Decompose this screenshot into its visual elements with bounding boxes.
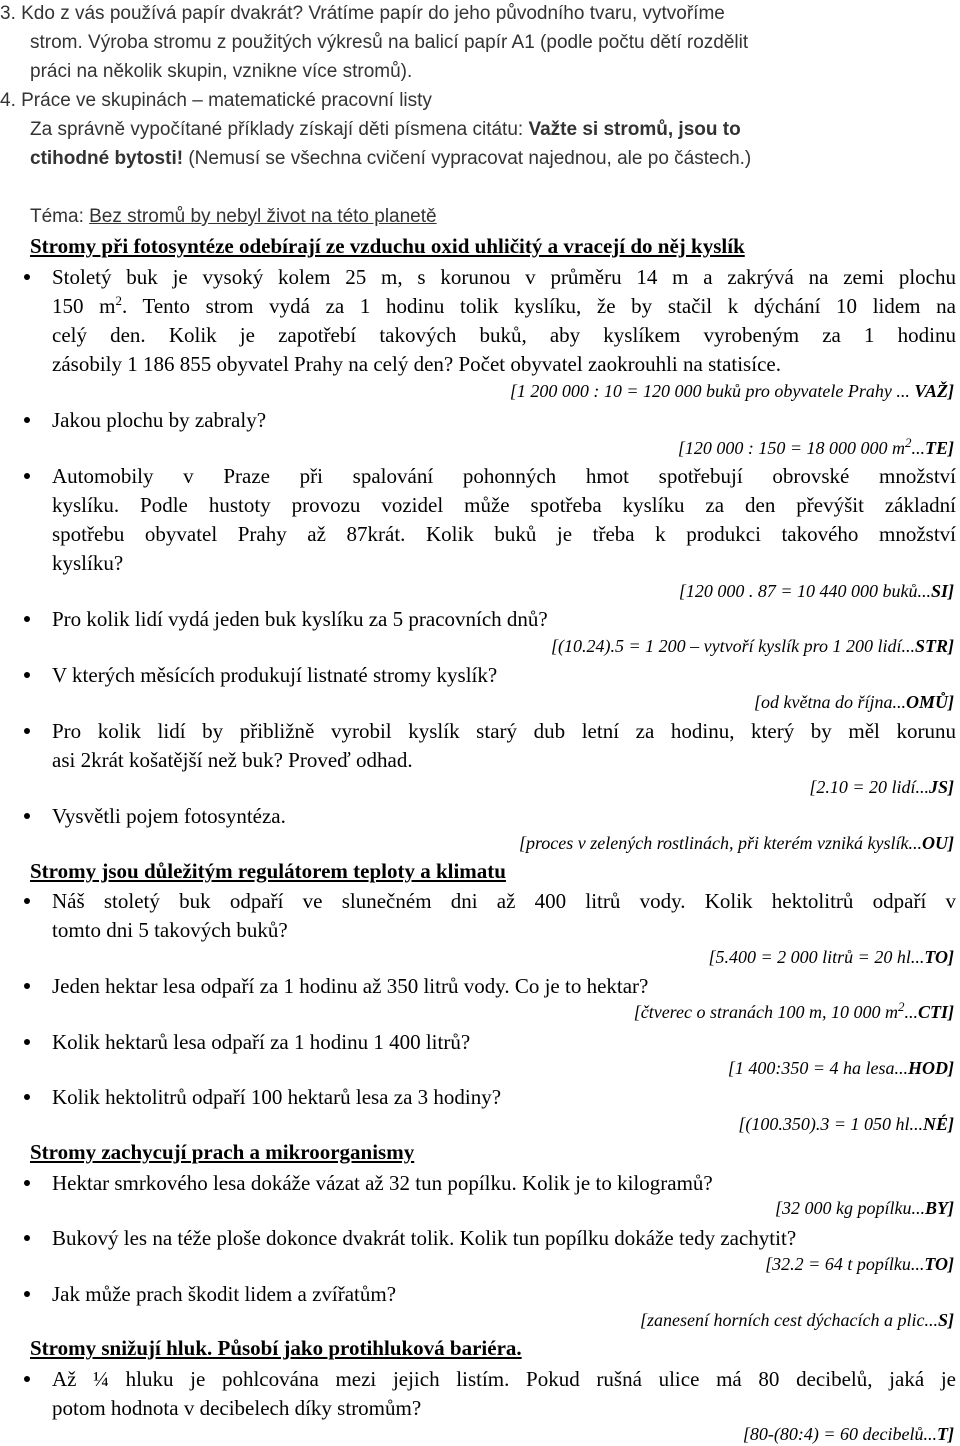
answer-3-text: [120 000 . 87 = 10 440 000 buků...: [678, 581, 931, 601]
answer-13-text: [32.2 = 64 t popílku...: [765, 1254, 925, 1274]
answer-10: [728, 1057, 954, 1079]
q15-line-1: Až ¼ hluku je pohlcována mezi jejich listím. Pokud rušná ulice má 80 decibelů, jaká je: [52, 1367, 956, 1391]
bullet-icon: [24, 1039, 30, 1045]
answer-14-text: [zanesení horních cest dýchacích a plic...: [640, 1310, 938, 1330]
answer-12-text: [32 000 kg popílku...: [775, 1198, 925, 1218]
answer-15-text: [80-(80:4) = 60 decibelů...: [742, 1424, 937, 1444]
q1-line-1: Stoletý buk je vysoký kolem 25 m, s korunou v průměru 14 m a zakrývá na zemi plochu: [52, 265, 956, 289]
q10: Kolik hektarů lesa odpaří za 1 hodinu 1 400 litrů?: [52, 1030, 471, 1054]
q1-line-2: [52, 293, 956, 319]
bullet-icon: [24, 1094, 30, 1100]
bullet-icon: [24, 898, 30, 904]
q5: V kterých měsících produkují listnaté stromy kyslík?: [52, 663, 498, 687]
bullet-icon: [24, 813, 30, 819]
answer-1-letters: VAŽ]: [909, 381, 954, 401]
q8-line-1: Náš stoletý buk odpaří ve slunečném dni až 400 litrů vody. Kolik hektolitrů odpaří v: [52, 889, 956, 913]
answer-3-letters: SI]: [930, 581, 954, 601]
bullet-icon: [24, 473, 30, 479]
q1-area: 150 m: [52, 294, 116, 318]
bullet-icon: [24, 1180, 30, 1186]
answer-12-letters: BY]: [925, 1198, 954, 1218]
answer-2-text: [120 000 : 150 = 18 000 000 m: [677, 438, 905, 458]
answer-8: [709, 946, 954, 968]
q1-area-exponent: 2: [115, 293, 122, 308]
item-4-line-3-text: (Nemusí se všechna cvičení vypracovat najednou, ale po částech.): [183, 148, 752, 169]
item-3-line-3: práci na několik skupin, vznikne více stromů).: [30, 61, 413, 82]
answer-7-letters: OU]: [922, 833, 954, 853]
q3-line-2: kyslíku. Podle hustoty provozu vozidel může spotřeba kyslíku za den převýšit základní: [52, 493, 956, 517]
answer-6-letters: JS]: [928, 777, 954, 797]
q6-line-2: asi 2krát košatější než buk? Proveď odhad.: [52, 748, 413, 772]
q7: Vysvětli pojem fotosyntéza.: [52, 804, 286, 828]
answer-11-letters: NÉ]: [923, 1114, 954, 1134]
answer-14-letters: S]: [937, 1310, 954, 1330]
bullet-icon: [24, 1291, 30, 1297]
answer-9: [634, 1001, 954, 1023]
answer-15-letters: T]: [937, 1424, 954, 1444]
answer-5-text: [od května do října...: [754, 692, 906, 712]
theme-line: [30, 204, 437, 230]
q6-line-1: Pro kolik lidí by přibližně vyrobil kyslík starý dub letní za hodinu, který by měl korunu: [52, 719, 956, 743]
item-3-line-1: 3. Kdo z vás používá papír dvakrát? Vrátíme papír do jeho původního tvaru, vytvoříme: [0, 3, 725, 24]
q3-line-3: spotřebu obyvatel Prahy až 87krát. Kolik buků je třeba k produkci takového množství: [52, 522, 956, 546]
answer-11: [738, 1113, 954, 1135]
section-heading-dust: Stromy zachycují prach a mikroorganismy: [30, 1140, 415, 1164]
bullet-icon: [24, 728, 30, 734]
section-heading-climate: Stromy jsou důležitým regulátorem teploty a klimatu: [30, 859, 506, 883]
bullet-icon: [24, 274, 30, 280]
answer-14: [640, 1309, 954, 1331]
quote-part-1: Važte si stromů, jsou to: [528, 119, 741, 140]
section-heading-noise: Stromy snižují hluk. Působí jako protihluková bariéra.: [30, 1336, 522, 1360]
answer-1-text: [1 200 000 : 10 = 120 000 buků pro obyvatele Prahy ...: [509, 381, 910, 401]
answer-10-text: [1 400:350 = 4 ha lesa...: [727, 1058, 908, 1078]
answer-4-text: [(10.24).5 = 1 200 – vytvoří kyslík pro 1 200 lidí...: [551, 636, 915, 656]
answer-2: [678, 437, 954, 459]
theme-label: Téma:: [30, 206, 90, 227]
answer-7-text: [proces v zelených rostlinách, při kterém vzniká kyslík...: [518, 833, 922, 853]
answer-15: [743, 1423, 954, 1445]
answer-3: [679, 580, 954, 602]
answer-5: [754, 691, 954, 713]
answer-12: [775, 1197, 954, 1219]
section-heading-photosynthesis: Stromy při fotosyntéze odebírají ze vzduchu oxid uhličitý a vracejí do něj kyslík: [30, 234, 745, 258]
answer-13-letters: TO]: [924, 1254, 954, 1274]
bullet-icon: [24, 616, 30, 622]
answer-2-dots: ...: [911, 438, 925, 458]
q14: Jak může prach škodit lidem a zvířatům?: [52, 1282, 397, 1306]
item-4-line-2-text: Za správně vypočítané příklady získají děti písmena citátu:: [30, 119, 529, 140]
answer-9-text: [čtverec o stranách 100 m, 10 000 m: [633, 1002, 898, 1022]
answer-1: [510, 380, 954, 402]
answer-8-letters: TO]: [924, 947, 954, 967]
q1-line-4: zásobily 1 186 855 obyvatel Prahy na celý den? Počet obyvatel zaokrouhli na statisíce.: [52, 352, 781, 376]
q4: Pro kolik lidí vydá jeden buk kyslíku za 5 pracovních dnů?: [52, 607, 548, 631]
answer-4-letters: STR]: [914, 636, 954, 656]
q15-line-2: potom hodnota v decibelech díky stromům?: [52, 1396, 422, 1420]
answer-7: [519, 832, 954, 854]
answer-13: [765, 1253, 954, 1275]
answer-4: [551, 635, 954, 657]
answer-9-letters: CTI]: [918, 1002, 954, 1022]
answer-2-exponent: 2: [905, 435, 912, 450]
q3-line-1: Automobily v Praze při spalování pohonných hmot spotřebují obrovské množství: [52, 464, 956, 488]
answer-6-text: [2.10 = 20 lidí...: [809, 777, 929, 797]
item-3-line-2: strom. Výroba stromu z použitých výkresů na balicí papír A1 (podle počtu dětí rozdělit: [30, 32, 749, 53]
bullet-icon: [24, 1376, 30, 1382]
q13: Bukový les na téže ploše dokonce dvakrát tolik. Kolik tun popílku dokáže tedy zachytit?: [52, 1226, 797, 1250]
item-4-line-2: [30, 117, 741, 143]
item-4-line-3: [30, 146, 751, 172]
q3-line-4: kyslíku?: [52, 551, 124, 575]
answer-6: [809, 776, 954, 798]
answer-8-text: [5.400 = 2 000 litrů = 20 hl...: [708, 947, 925, 967]
q2: Jakou plochu by zabraly?: [52, 408, 267, 432]
quote-part-2: ctihodné bytosti!: [30, 148, 184, 169]
q9: Jeden hektar lesa odpaří za 1 hodinu až 350 litrů vody. Co je to hektar?: [52, 974, 649, 998]
answer-5-letters: OMŮ]: [906, 692, 954, 712]
answer-2-letters: TE]: [925, 438, 954, 458]
bullet-icon: [24, 1235, 30, 1241]
theme-value: Bez stromů by nebyl život na této planetě: [89, 206, 437, 227]
bullet-icon: [24, 983, 30, 989]
bullet-icon: [24, 672, 30, 678]
answer-10-letters: HOD]: [908, 1058, 954, 1078]
item-4-line-1: 4. Práce ve skupinách – matematické pracovní listy: [0, 90, 432, 111]
q1-line-2-text: . Tento strom vydá za 1 hodinu tolik kyslíku, že by stačil k dýchání 10 lidem na: [121, 294, 956, 318]
q1-line-3: celý den. Kolik je zapotřebí takových buků, aby kyslíkem vyrobeným za 1 hodinu: [52, 323, 956, 347]
answer-9-dots: ...: [904, 1002, 918, 1022]
q8-line-2: tomto dni 5 takových buků?: [52, 918, 288, 942]
answer-11-text: [(100.350).3 = 1 050 hl...: [738, 1114, 923, 1134]
q11: Kolik hektolitrů odpaří 100 hektarů lesa za 3 hodiny?: [52, 1085, 502, 1109]
answer-9-exponent: 2: [898, 999, 905, 1014]
bullet-icon: [24, 417, 30, 423]
q12: Hektar smrkového lesa dokáže vázat až 32 tun popílku. Kolik je to kilogramů?: [52, 1171, 713, 1195]
